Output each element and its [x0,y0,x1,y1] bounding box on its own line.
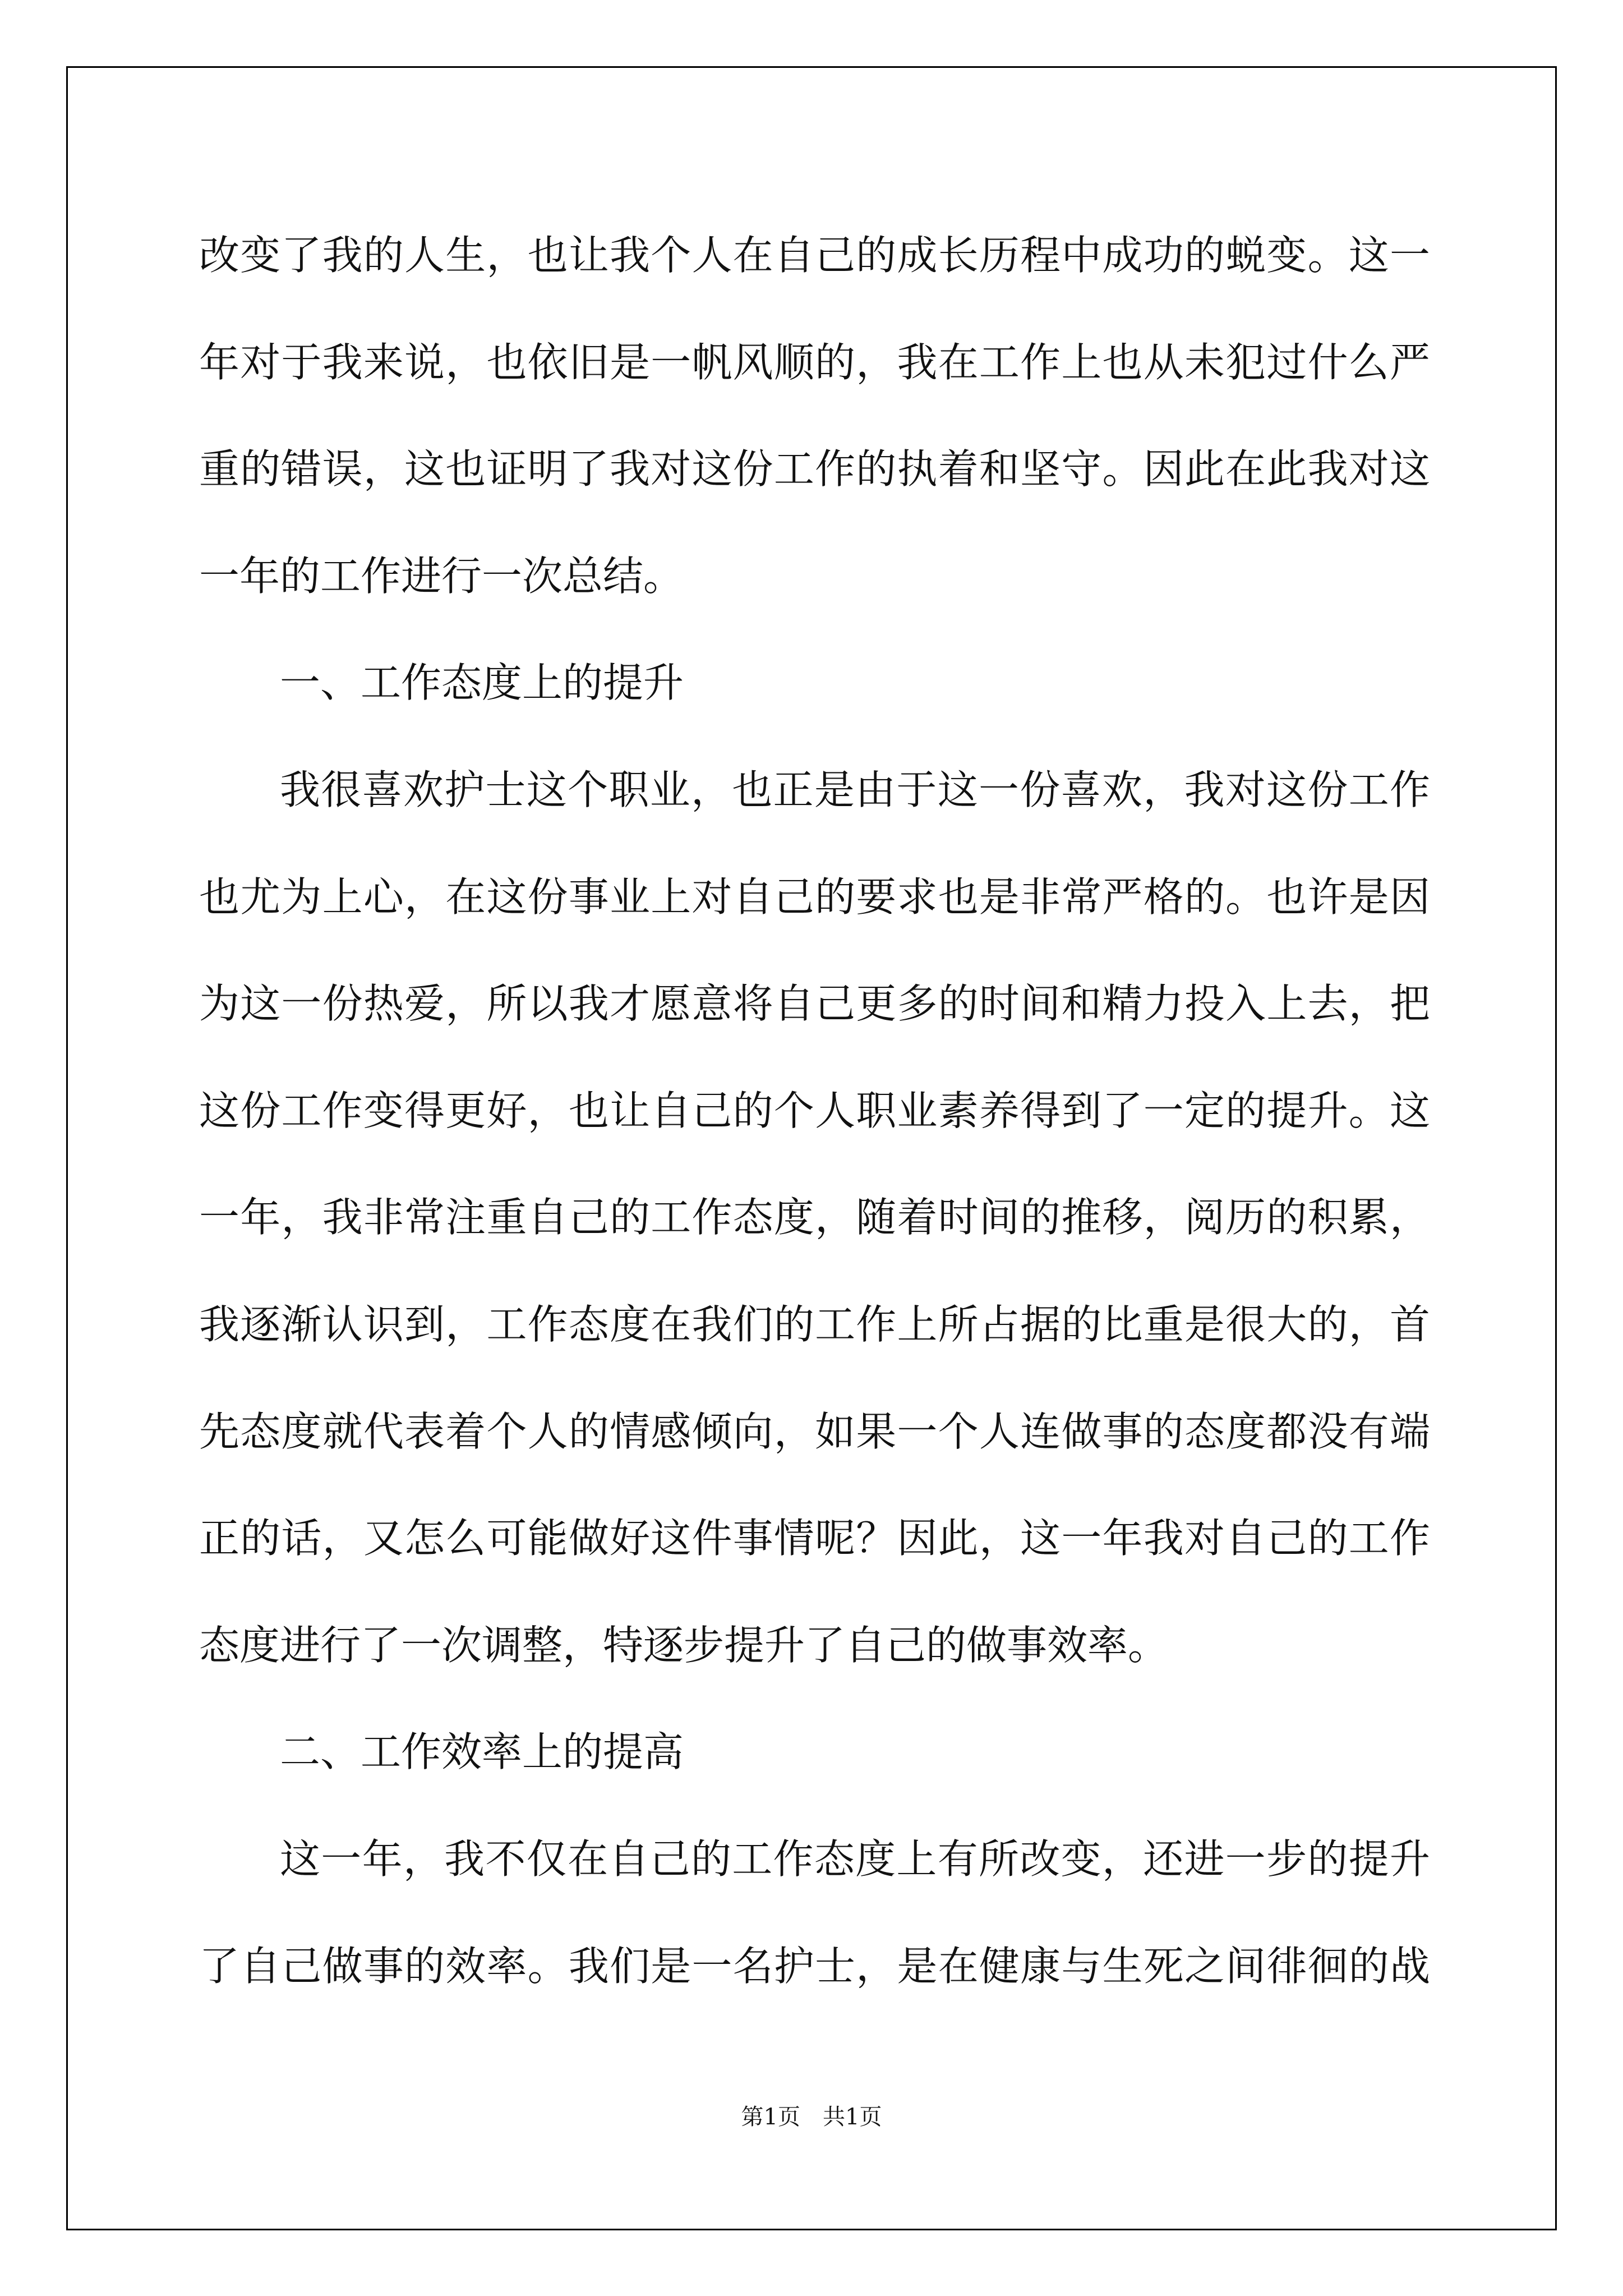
text-line: 这一年，我不仅在自己的工作态度上有所改变，还进一步的提升 [280,1835,1430,1883]
text-line: 一年，我非常注重自己的工作态度，随着时间的推移，阅历的积累， [199,1194,1430,1241]
text-line: 也尤为上心，在这份事业上对自己的要求也是非常严格的。也许是因 [199,873,1430,921]
section-heading-2: 二、工作效率上的提高 [280,1728,684,1776]
text-line: 态度进行了一次调整，特逐步提升了自己的做事效率。 [199,1621,1169,1669]
document-body [199,202,1430,2019]
text-line: 了自己做事的效率。我们是一名护士，是在健康与生死之间徘徊的战 [199,1942,1430,1990]
page-number-footer: 第1页 共1页 [741,2104,882,2130]
text-line: 先态度就代表着个人的情感倾向，如果一个人连做事的态度都没有端 [199,1407,1430,1455]
text-line: 年对于我来说，也依旧是一帆风顺的，我在工作上也从未犯过什么严 [199,338,1430,386]
text-line: 我逐渐认识到，工作态度在我们的工作上所占据的比重是很大的，首 [199,1300,1430,1348]
text-line: 为这一份热爱，所以我才愿意将自己更多的时间和精力投入上去，把 [199,980,1430,1028]
text-line: 正的话，又怎么可能做好这件事情呢？因此，这一年我对自己的工作 [199,1515,1430,1562]
text-line: 我很喜欢护士这个职业，也正是由于这一份喜欢，我对这份工作 [280,766,1430,813]
text-line: 这份工作变得更好，也让自己的个人职业素养得到了一定的提升。这 [199,1087,1430,1134]
text-line: 一年的工作进行一次总结。 [199,552,684,600]
text-line: 重的错误，这也证明了我对这份工作的执着和坚守。因此在此我对这 [199,445,1430,493]
text-line: 改变了我的人生，也让我个人在自己的成长历程中成功的蜕变。这一 [199,232,1430,279]
section-heading-1: 一、工作态度上的提升 [280,659,684,707]
